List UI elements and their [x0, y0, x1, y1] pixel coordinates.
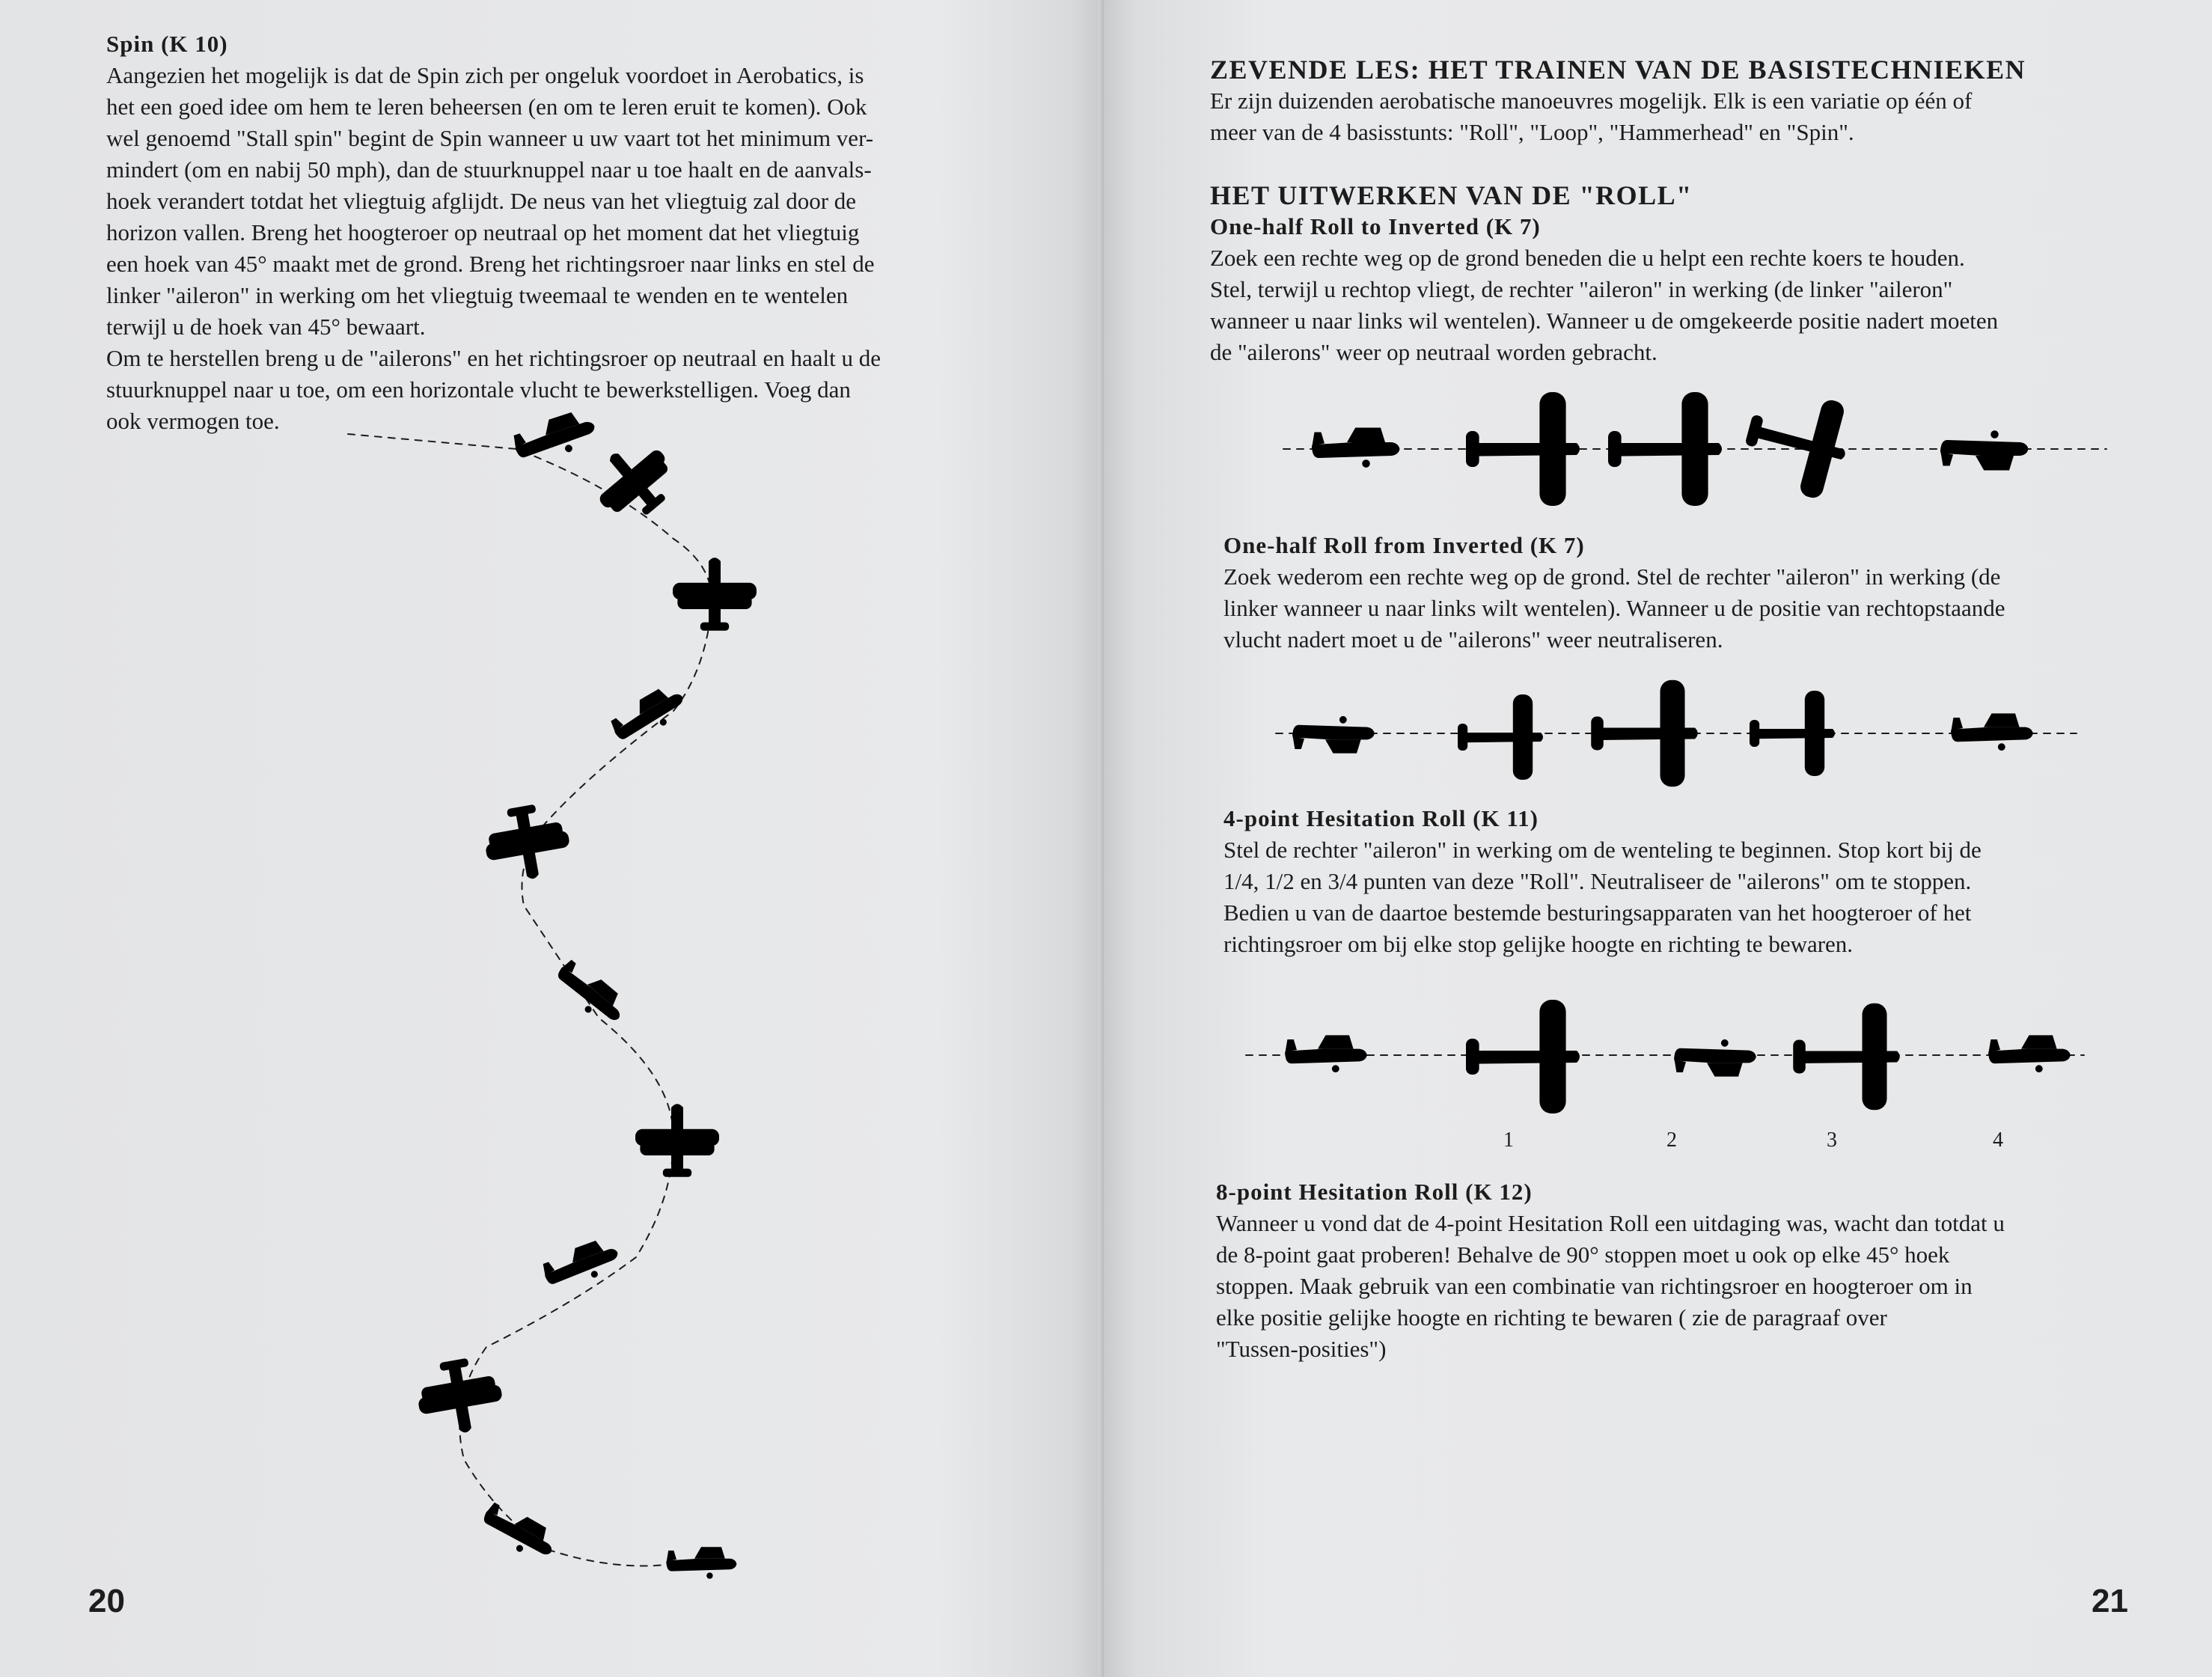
eight-point-line: de 8-point gaat proberen! Behalve de 90° stoppen moet u ook op elke 45° hoek [1216, 1241, 1950, 1268]
four-point-line: Bedien u van de daartoe bestemde besturingsapparaten van het hoogteroer of het [1223, 899, 1972, 926]
intro-line: meer van de 4 basisstunts: "Roll", "Loop", "Hammerhead" en "Spin". [1210, 119, 1854, 145]
half-roll-to-diagram [1104, 359, 2212, 539]
figure-label: 2 [1666, 1128, 1677, 1152]
biplane-icon [1793, 1004, 1908, 1111]
spin-line: linker "aileron" in werking om het vliegtuig tweemaal te wenden en te wentelen [106, 282, 849, 308]
four-point-line: Stel de rechter "aileron" in werking om de wenteling te beginnen. Stop kort bij de [1223, 837, 1982, 863]
biplane-icon [1988, 1035, 2076, 1072]
half-roll-from-diagram [1104, 673, 2212, 823]
spin-line: een hoek van 45° maakt met de grond. Breng het richtingsroer naar links en stel de [106, 251, 875, 277]
biplane-icon [1458, 694, 1550, 780]
biplane-icon [477, 1498, 565, 1568]
half-roll-from-section [1223, 530, 2005, 656]
eight-point-section [1216, 1176, 2005, 1365]
spin-heading: Spin (K 10) [106, 31, 228, 57]
biplane-icon [1674, 1039, 1762, 1077]
half-roll-from-heading: One-half Roll from Inverted (K 7) [1223, 532, 1585, 558]
biplane-icon [540, 1233, 628, 1293]
spin-line: stuurknuppel naar u toe, om een horizontale vlucht te bewerkstelligen. Voeg dan [106, 376, 851, 403]
intro-section [1210, 54, 2026, 148]
four-point-heading: 4-point Hesitation Roll (K 11) [1223, 805, 1539, 831]
biplane-icon [1466, 392, 1589, 506]
right-page [1104, 0, 2212, 1677]
biplane-icon [1608, 392, 1731, 506]
biplane-icon [1466, 1000, 1589, 1114]
page-number: 21 [2092, 1583, 2128, 1619]
spin-line: terwijl u de hoek van 45° bewaart. [106, 314, 426, 340]
biplane-icon [1736, 381, 1866, 505]
biplane-icon [607, 678, 694, 748]
spin-line: mindert (om en nabij 50 mph), dan de stuurknuppel naar u toe haalt en de aanvals- [106, 156, 872, 183]
biplane-icon [673, 555, 757, 631]
four-point-diagram [1104, 973, 2212, 1145]
biplane-icon [1940, 430, 2034, 470]
half-roll-to-line: Zoek een rechte weg op de grond beneden die u helpt een rechte koers te houden. [1210, 245, 1965, 271]
spin-diagram [0, 0, 1104, 1677]
four-point-section [1223, 803, 1982, 960]
biplane-icon [1750, 691, 1842, 776]
intro-line: Er zijn duizenden aerobatische manoeuvres mogelijk. Elk is een variatie op één of [1210, 88, 1973, 114]
biplane-icon [1292, 716, 1380, 754]
spin-line: wel genoemd "Stall spin" begint de Spin wanneer u uw vaart tot het minimum ver- [106, 125, 874, 151]
biplane-icon [581, 428, 686, 533]
page-number: 20 [88, 1583, 125, 1619]
eight-point-line: stoppen. Maak gebruik van een combinatie van richtingsroer en hoogteroer om in [1216, 1273, 1973, 1299]
figure-label: 4 [1993, 1128, 2003, 1152]
spin-line: Om te herstellen breng u de "ailerons" en het richtingsroer op neutraal en haalt u de [106, 345, 882, 371]
biplane-icon [635, 1102, 719, 1177]
half-roll-to-line: Stel, terwijl u rechtop vliegt, de rechter "aileron" in werking (de linker "aileron" [1210, 276, 1953, 302]
spin-line: ook vermogen toe. [106, 408, 280, 434]
half-roll-from-line: linker wanneer u naar links wilt wentelen). Wanneer u de positie van rechtopstaande [1223, 595, 2005, 621]
biplane-icon [412, 1353, 508, 1442]
spin-line: hoek verandert totdat het vliegtuig afglijdt. De neus van het vliegtuig zal door de [106, 188, 857, 214]
biplane-icon [1312, 428, 1405, 468]
spin-line: horizon vallen. Breng het hoogteroer op neutraal op het moment dat het vliegtuig [106, 219, 860, 245]
eight-point-line: elke positie gelijke hoogte en richting te bewaren ( zie de paragraaf over [1216, 1304, 1887, 1331]
section-title: HET UITWERKEN VAN DE "ROLL" [1210, 180, 1693, 210]
left-page [0, 0, 1104, 1677]
half-roll-to-section [1210, 180, 1998, 368]
four-point-line: 1/4, 1/2 en 3/4 punten van deze "Roll". Neutraliseer de "ailerons" om te stoppen. [1223, 868, 1972, 894]
biplane-icon [550, 956, 635, 1034]
biplane-icon [666, 1547, 741, 1579]
half-roll-from-line: vlucht nadert moet u de "ailerons" weer neutraliseren. [1223, 626, 1723, 653]
half-roll-to-line: de "ailerons" weer op neutraal worden gebracht. [1210, 339, 1658, 365]
lesson-title: ZEVENDE LES: HET TRAINEN VAN DE BASISTECHNIEKEN [1210, 55, 2026, 85]
biplane-icon [1285, 1035, 1372, 1072]
four-point-line: richtingsroer om bij elke stop gelijke hoogte en richting te bewaren. [1223, 931, 1854, 957]
figure-label: 1 [1503, 1128, 1514, 1152]
eight-point-heading: 8-point Hesitation Roll (K 12) [1216, 1179, 1533, 1205]
eight-point-line: Wanneer u vond dat de 4-point Hesitation Roll een uitdaging was, wacht dan totdat u [1216, 1210, 2005, 1236]
figure-label: 3 [1827, 1128, 1837, 1152]
eight-point-line: "Tussen-posities") [1216, 1336, 1387, 1362]
half-roll-to-heading: One-half Roll to Inverted (K 7) [1210, 213, 1541, 239]
half-roll-from-line: Zoek wederom een rechte weg op de grond. Stel de rechter "aileron" in werking (de [1223, 563, 2001, 590]
biplane-icon [1951, 713, 2038, 751]
spin-line: het een goed idee om hem te leren beheersen (en om te leren eruit te komen). Ook [106, 94, 867, 120]
biplane-icon [1591, 680, 1706, 787]
half-roll-to-line: wanneer u naar links wil wentelen). Wanneer u de omgekeerde positie nadert moeten [1210, 308, 1999, 334]
biplane-icon [480, 799, 575, 888]
spin-line: Aangezien het mogelijk is dat de Spin zich per ongeluk voordoet in Aerobatics, is [106, 62, 864, 88]
biplane-icon [510, 406, 605, 468]
